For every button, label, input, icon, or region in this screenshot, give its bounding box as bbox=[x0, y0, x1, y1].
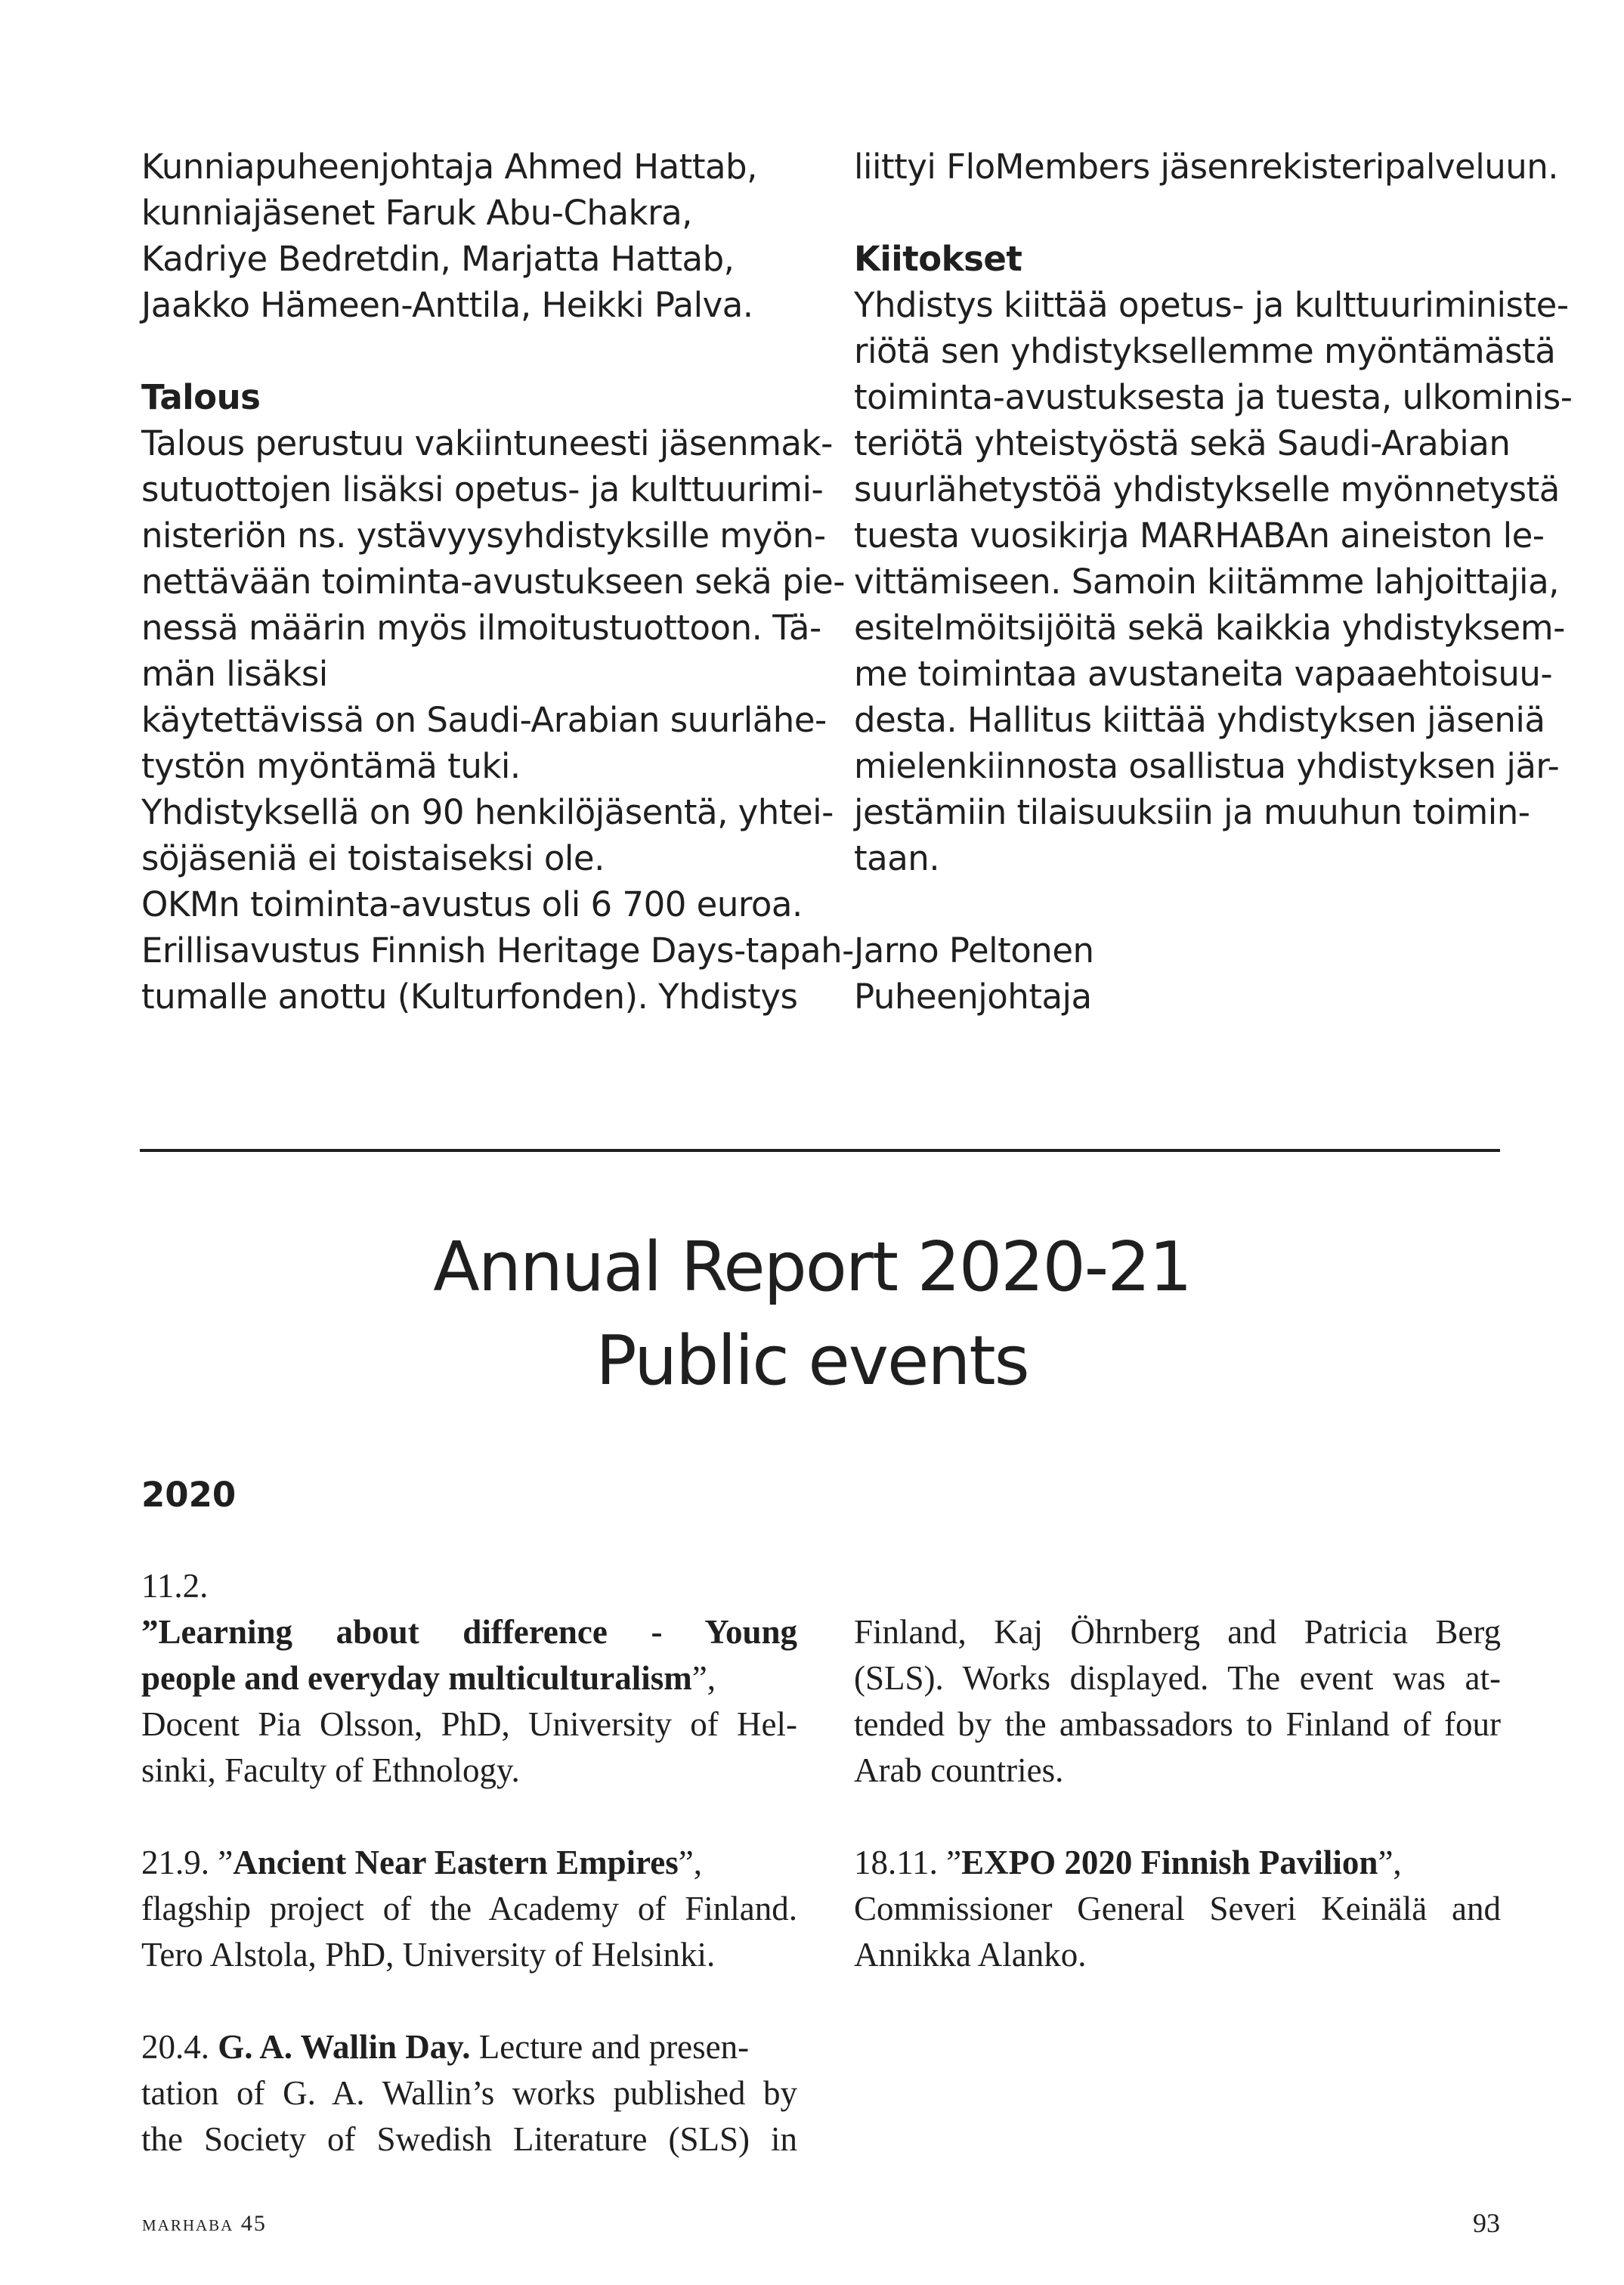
kiitokset-heading: Kiitokset bbox=[854, 239, 1022, 279]
text-line: Talous perustuu vakiintuneesti jäsenmak- bbox=[141, 423, 833, 463]
events-left-column bbox=[141, 1563, 797, 2163]
text-line: nettävään toiminta-avustukseen sekä pie- bbox=[141, 562, 845, 602]
spacer bbox=[141, 328, 797, 374]
text-line: Yhdistys kiittää opetus- ja kulttuuriministe- bbox=[854, 285, 1569, 325]
text-line: nisteriön ns. ystävyysyhdistyksille myön- bbox=[141, 516, 826, 556]
event-date: 18.11. ” bbox=[854, 1844, 962, 1881]
text-line: desta. Hallitus kiittää yhdistyksen jäseniä bbox=[854, 700, 1545, 740]
text-line: taan. bbox=[854, 838, 940, 878]
event-title: G. A. Wallin Day. bbox=[218, 2028, 471, 2066]
text-line: suurlähetystöä yhdistykselle myönnetystä bbox=[854, 469, 1560, 509]
spacer bbox=[141, 1794, 797, 1840]
text-line: Jaakko Hämeen-Anttila, Heikki Palva. bbox=[141, 285, 753, 325]
event-title: ”Learning about difference - Young bbox=[141, 1613, 797, 1651]
event-title-line bbox=[141, 1609, 797, 1655]
text-line: tuesta vuosikirja MARHABAn aineiston le- bbox=[854, 516, 1545, 556]
signature-title: Puheenjohtaja bbox=[854, 977, 1092, 1017]
event-title: people and everyday multiculturalism bbox=[141, 1659, 692, 1697]
event-desc-line: Finland, Kaj Öhrnberg and Patricia Berg bbox=[854, 1613, 1501, 1651]
event-desc-line: Docent Pia Olsson, PhD, University of Hel- bbox=[141, 1705, 797, 1743]
right-column bbox=[854, 144, 1573, 1020]
text-line: mielenkiinnosta osallistua yhdistyksen jär- bbox=[854, 746, 1560, 786]
text-line: Kadriye Bedretdin, Marjatta Hattab, bbox=[141, 239, 735, 279]
text-line: OKMn toiminta-avustus oli 6 700 euroa. bbox=[141, 884, 803, 924]
event-title: Ancient Near Eastern Empires bbox=[233, 1844, 679, 1881]
title-line-1: Annual Report 2020-21 bbox=[433, 1228, 1191, 1307]
event-desc-line: (SLS). Works displayed. The event was at- bbox=[854, 1659, 1501, 1697]
event-title-line bbox=[141, 1655, 797, 1701]
events-right-column bbox=[854, 1609, 1501, 1978]
talous-heading: Talous bbox=[141, 377, 261, 417]
year-heading: 2020 bbox=[141, 1475, 237, 1515]
text-line: käytettävissä on Saudi-Arabian suurlähe- bbox=[141, 700, 827, 740]
text-line: Erillisavustus Finnish Heritage Days-tapah- bbox=[141, 930, 854, 971]
event-desc-line: Arab countries. bbox=[854, 1751, 1064, 1789]
event-desc-line: Annikka Alanko. bbox=[854, 1936, 1087, 1974]
event-title: EXPO 2020 Finnish Pavilion bbox=[961, 1844, 1378, 1881]
event-desc-line: tended by the ambassadors to Finland of four bbox=[854, 1705, 1501, 1743]
text-line: riötä sen yhdistyksellemme myöntämästä bbox=[854, 331, 1556, 371]
event-desc-line: flagship project of the Academy of Finland. bbox=[141, 1890, 797, 1927]
event-date: 11.2. bbox=[141, 1567, 209, 1605]
event-date: 20.4. bbox=[141, 2028, 218, 2066]
section-title bbox=[0, 1221, 1624, 1408]
event-desc-line: sinki, Faculty of Ethnology. bbox=[141, 1751, 520, 1789]
text-line: tystön myöntämä tuki. bbox=[141, 746, 521, 786]
spacer bbox=[854, 881, 1501, 927]
event-punct: ”, bbox=[691, 1659, 716, 1697]
text-line: Kunniapuheenjohtaja Ahmed Hattab, bbox=[141, 147, 757, 187]
event-desc-inline: Lecture and presen- bbox=[470, 2028, 750, 2066]
text-line: toiminta-avustuksesta ja tuesta, ulkominis- bbox=[854, 377, 1573, 417]
event-date: 21.9. ” bbox=[141, 1844, 234, 1881]
event-title-line bbox=[141, 1840, 797, 1886]
event-title-line bbox=[141, 2024, 797, 2070]
text-line: kunniajäsenet Faruk Abu-Chakra, bbox=[141, 193, 692, 233]
text-line: tumalle anottu (Kulturfonden). Yhdistys bbox=[141, 977, 798, 1017]
spacer bbox=[854, 1794, 1501, 1840]
text-line: män lisäksi bbox=[141, 654, 328, 694]
event-desc-line: Tero Alstola, PhD, University of Helsinki. bbox=[141, 1936, 716, 1974]
text-line: teriötä yhteistyöstä sekä Saudi-Arabian bbox=[854, 423, 1511, 463]
event-punct: ”, bbox=[1378, 1844, 1402, 1881]
event-title-line bbox=[854, 1840, 1501, 1886]
left-column bbox=[141, 144, 854, 1020]
text-line: sutuottojen lisäksi opetus- ja kulttuurimi- bbox=[141, 469, 824, 509]
title-line-2: Public events bbox=[595, 1321, 1029, 1401]
event-desc-line: Commissioner General Severi Keinälä and bbox=[854, 1890, 1501, 1927]
text-line: me toimintaa avustaneita vapaaehtoisuu- bbox=[854, 654, 1553, 694]
text-line: nessä määrin myös ilmoitustuottoon. Tä- bbox=[141, 608, 821, 648]
spacer bbox=[141, 1978, 797, 2024]
page-number: 93 bbox=[1473, 2208, 1500, 2238]
text-line: söjäseniä ei toistaiseksi ole. bbox=[141, 838, 605, 878]
spacer bbox=[854, 190, 1501, 236]
text-line: jestämiin tilaisuuksiin ja muuhun toimin- bbox=[854, 792, 1530, 832]
section-divider bbox=[140, 1149, 1500, 1152]
text-line: vittämiseen. Samoin kiitämme lahjoittajia, bbox=[854, 562, 1559, 602]
event-punct: ”, bbox=[678, 1844, 702, 1881]
event-desc-line: the Society of Swedish Literature (SLS) in bbox=[141, 2120, 797, 2158]
text-line: liittyi FloMembers jäsenrekisteripalveluun. bbox=[854, 147, 1559, 187]
text-line: Yhdistyksellä on 90 henkilöjäsentä, yhtei- bbox=[141, 792, 834, 832]
event-desc-line: tation of G. A. Wallin’s works published by bbox=[141, 2074, 797, 2112]
text-line: esitelmöitsijöitä sekä kaikkia yhdistyksem- bbox=[854, 608, 1565, 648]
signature-name: Jarno Peltonen bbox=[854, 930, 1094, 971]
publication-name: marhaba 45 bbox=[142, 2211, 267, 2236]
